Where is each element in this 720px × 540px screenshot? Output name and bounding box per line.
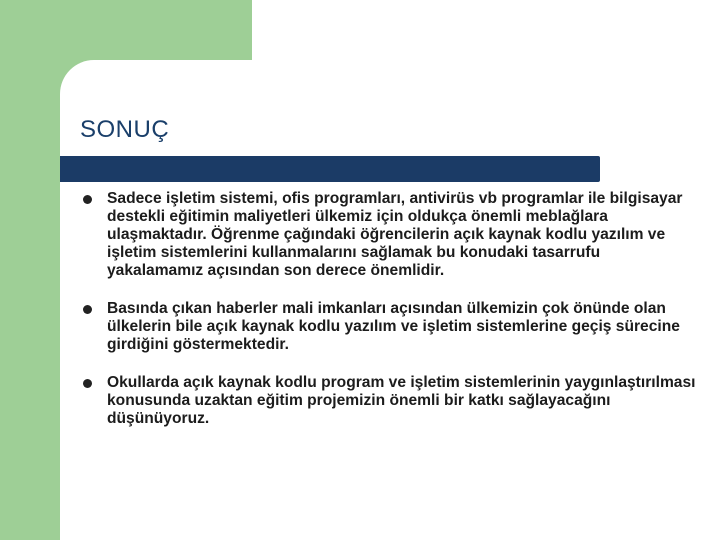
slide-title: SONUÇ (80, 116, 170, 143)
title-underline-bar (60, 156, 600, 182)
bullet-list (80, 190, 700, 448)
bullet-dot-icon (83, 195, 92, 204)
decorative-green-strip (0, 0, 60, 540)
bullet-text: Okullarda açık kaynak kodlu program ve işletim sistemlerinin yaygınlaştırılması konusunda uzaktan eğitim projemizin önemli bir katkı sağlayacağını düşünüyoruz. (107, 374, 696, 427)
bullet-dot-icon (83, 305, 92, 314)
bullet-dot-icon (83, 379, 92, 388)
bullet-text: Basında çıkan haberler mali imkanları açısından ülkemizin çok önünde olan ülkelerin bile açık kaynak kodlu yazılım ve işletim sistemlerine geçiş sürecine girdiğini göstermektedir. (107, 300, 680, 353)
bullet-text: Sadece işletim sistemi, ofis programları, antivirüs vb programlar ile bilgisayar destekli eğitimin maliyetleri ülkemiz için oldukça önemli meblağlara ulaşmaktadır. Öğrenme çağındaki öğrencilerin açık kaynak kodlu yazılım ve işletim sistemlerini kullanmalarını sağlamak bu konudaki tasarrufu yakalamamız açısından son derece önemlidir. (107, 190, 683, 279)
bullet-item (80, 190, 700, 280)
bullet-item (80, 300, 700, 354)
bullet-item (80, 374, 700, 428)
